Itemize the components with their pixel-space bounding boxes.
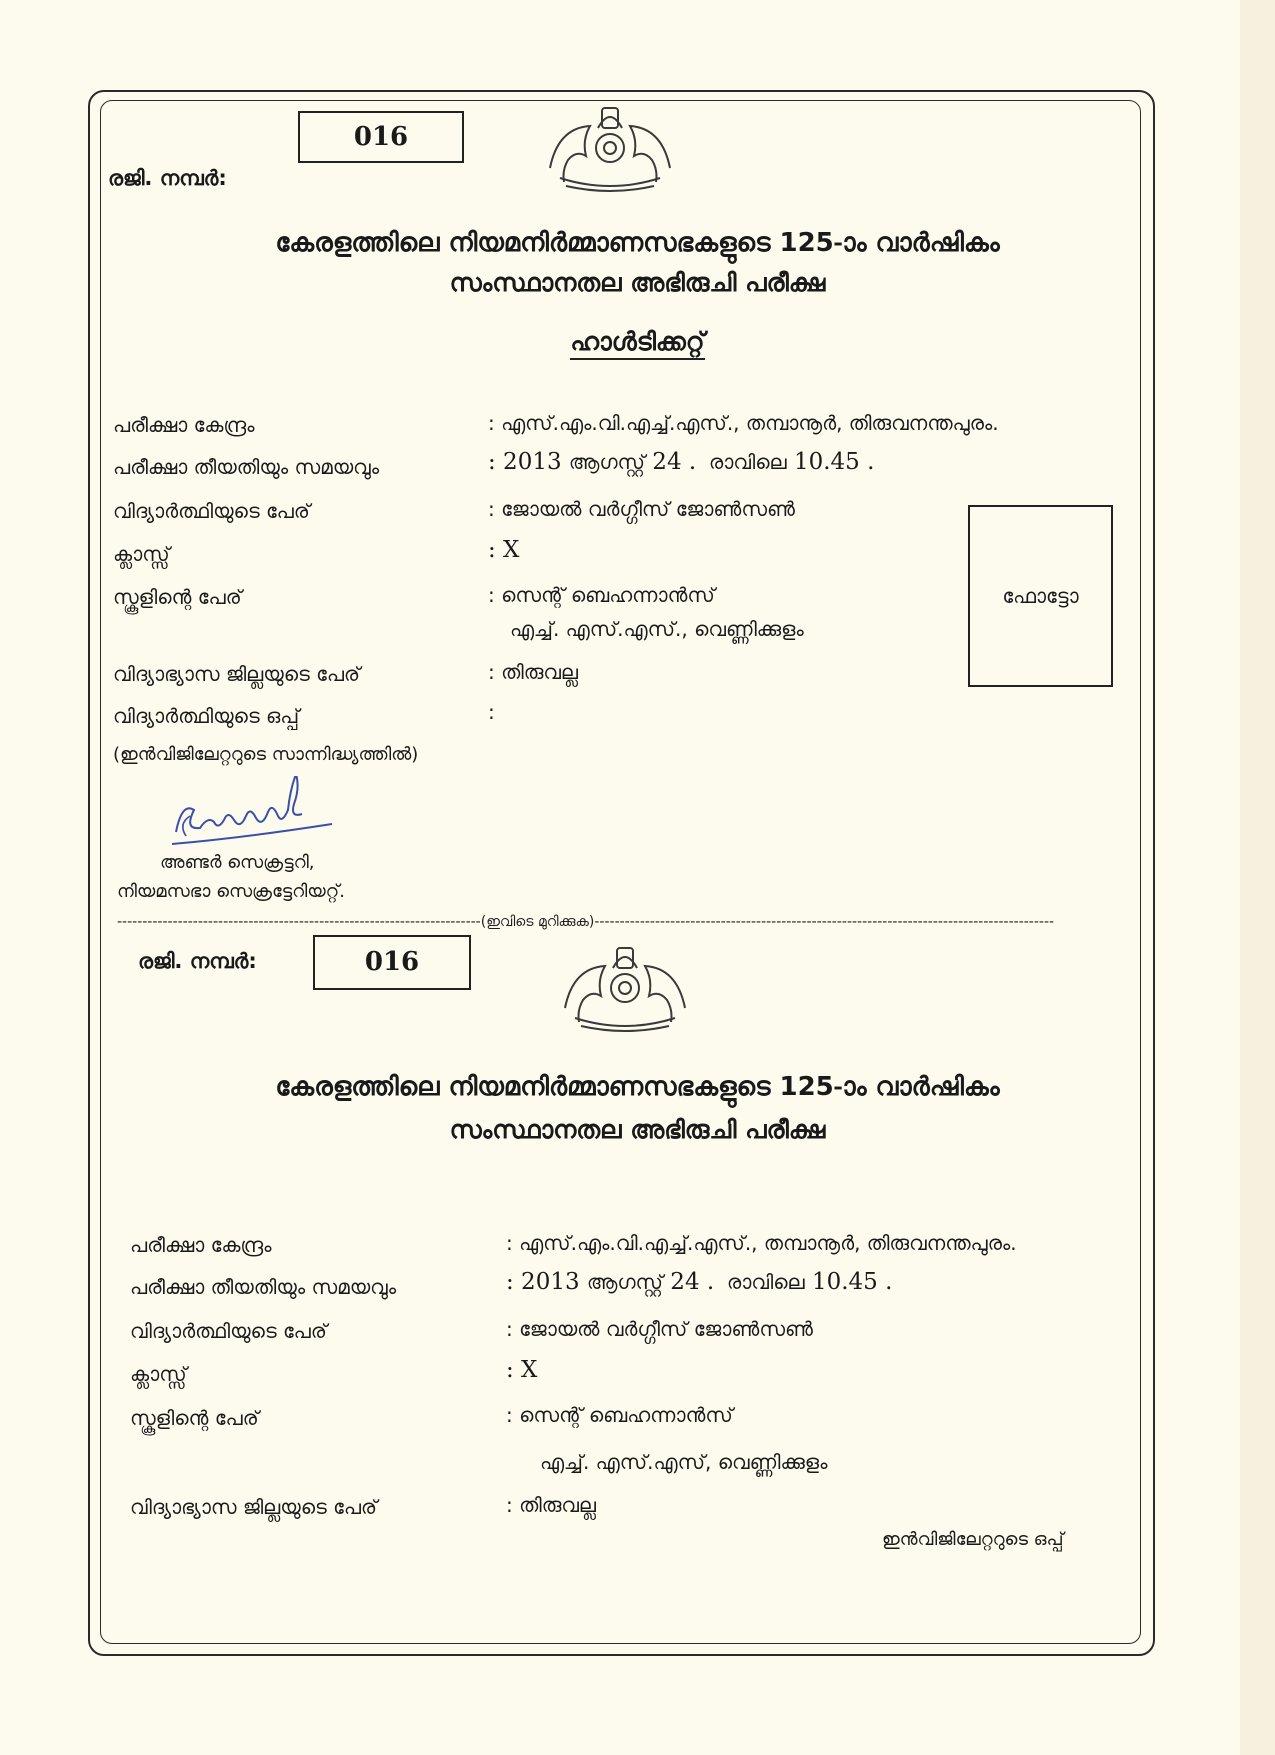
kerala-emblem-icon (540, 98, 680, 194)
student-name-label: വിദ്യാർത്ഥിയുടെ പേര് (113, 499, 310, 523)
school-value-line1: : സെന്റ് ബെഹന്നാൻസ് (488, 583, 715, 607)
exam-date-value: : 2013 ആഗസ്റ്റ് 24 . രാവിലെ 10.45 . (488, 449, 875, 475)
title-line2-bottom: സംസ്ഥാനതല അഭിരുചി പരീക്ഷ (449, 1115, 826, 1144)
student-name-value: : ജോയൽ വർഗ്ഗീസ് ജോൺസൺ (488, 497, 795, 521)
student-name-value-bottom: : ജോയൽ വർഗ്ഗീസ് ജോൺസൺ (506, 1317, 813, 1341)
exam-center-label: പരീക്ഷാ കേന്ദ്രം (113, 413, 255, 437)
invigilator-signature-label: ഇൻവിജിലേറ്ററുടെ ഒപ്പ് (882, 1529, 1064, 1550)
reg-label-top: രജി. നമ്പർ: (108, 166, 227, 190)
district-value-bottom: : തിരുവല്ല (506, 1493, 597, 1517)
class-label-bottom: ക്ലാസ്സ് (130, 1362, 187, 1386)
photo-box (968, 505, 1113, 687)
cut-here-text: (ഇവിടെ മുറിക്കുക) (480, 914, 595, 930)
exam-center-value-bottom: : എസ്.എം.വി.എച്ച്.എസ്., തമ്പാനൂർ, തിരുവനന്തപുരം. (506, 1231, 1017, 1255)
exam-date-label: പരീക്ഷാ തീയതിയും സമയവും (113, 455, 380, 479)
reg-label-bottom: രജി. നമ്പർ: (138, 949, 257, 973)
kerala-emblem-icon (555, 938, 695, 1034)
district-label-bottom: വിദ്യാഭ്യാസ ജില്ലയുടെ പേര് (130, 1495, 378, 1519)
invigilator-presence-note: (ഇൻവിജിലേറ്ററുടെ സാന്നിദ്ധ്യത്തിൽ) (113, 744, 419, 765)
signatory-line2: നിയമസഭാ സെക്രട്ടേറിയറ്റ്. (117, 881, 345, 902)
signatory-line1: അണ്ടർ സെക്രട്ടറി, (160, 852, 315, 873)
district-label: വിദ്യാഭ്യാസ ജില്ലയുടെ പേര് (113, 662, 361, 686)
hall-ticket-text: ഹാൾടിക്കറ്റ് (570, 327, 704, 360)
school-label-bottom: സ്കൂളിന്റെ പേര് (130, 1406, 259, 1430)
class-value-bottom: : X (506, 1357, 538, 1383)
hall-ticket-heading (0, 327, 1275, 357)
school-value-line2: എച്ച്. എസ്.എസ്., വെണ്ണിക്കുളം (510, 617, 804, 641)
school-value-line2-bottom: എച്ച്. എസ്.എസ്, വെണ്ണിക്കുളം (540, 1450, 828, 1474)
school-value-line1-bottom: : സെന്റ് ബെഹന്നാൻസ് (506, 1403, 733, 1427)
class-label: ക്ലാസ്സ് (113, 542, 170, 566)
photo-label: ഫോട്ടോ (1002, 584, 1079, 608)
reg-number-box-bottom: 016 (313, 935, 471, 990)
student-signature-value: : (488, 700, 495, 724)
cut-line: ------------------------------------------------------------------------(ഇവിടെ മുറിക്കുക)------------------------------------------------------------------------------------------- (117, 914, 1055, 930)
title-line1-bottom: കേരളത്തിലെ നിയമനിർമ്മാണസഭകളുടെ 125-ാം വാർഷികം (275, 1072, 1000, 1102)
exam-date-label-bottom: പരീക്ഷാ തീയതിയും സമയവും (130, 1275, 397, 1299)
exam-center-label-bottom: പരീക്ഷാ കേന്ദ്രം (130, 1233, 272, 1257)
title-line2-top: സംസ്ഥാനതല അഭിരുചി പരീക്ഷ (449, 268, 826, 297)
district-value: : തിരുവല്ല (488, 660, 579, 684)
reg-number-box-top: 016 (298, 111, 464, 163)
student-name-label-bottom: വിദ്യാർത്ഥിയുടെ പേര് (130, 1319, 327, 1343)
class-value: : X (488, 537, 520, 563)
school-label: സ്കൂളിന്റെ പേര് (113, 585, 242, 609)
signature-icon (168, 776, 338, 850)
exam-date-value-bottom: : 2013 ആഗസ്റ്റ് 24 . രാവിലെ 10.45 . (506, 1269, 893, 1295)
student-signature-label: വിദ്യാർത്ഥിയുടെ ഒപ്പ് (113, 704, 300, 728)
exam-center-value: : എസ്.എം.വി.എച്ച്.എസ്., തമ്പാനൂർ, തിരുവനന്തപുരം. (488, 411, 999, 435)
title-line1-top: കേരളത്തിലെ നിയമനിർമ്മാണസഭകളുടെ 125-ാം വാർഷികം (275, 228, 1000, 258)
